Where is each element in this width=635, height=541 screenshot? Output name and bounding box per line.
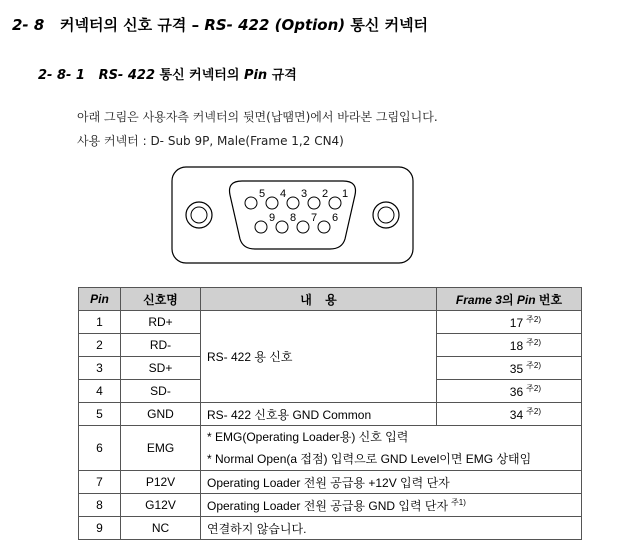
mounting-hole-left-inner [191, 207, 207, 223]
table-row [79, 403, 582, 426]
table-header-row [79, 288, 582, 311]
pin-label-9: 9 [269, 212, 276, 224]
content-cell: 연결하지 않습니다. [201, 517, 582, 540]
section-number: 2- 8 [12, 16, 45, 34]
signal-cell: EMG [121, 426, 201, 471]
signal-cell: P12V [121, 471, 201, 494]
pin-hole [329, 197, 341, 209]
subsection-heading [38, 64, 297, 83]
frame-pin-cell: 17 $^{주2)}$ [437, 311, 582, 334]
content-cell: Operating Loader 전원 공급용 +12V 입력 단자 [201, 471, 582, 494]
subsection-post: 규격 [267, 68, 297, 83]
pin-hole [287, 197, 299, 209]
rs422-signal-cell: RS- 422 용 신호 [201, 311, 437, 403]
header-pin: Pin [79, 288, 121, 311]
pin-hole [276, 221, 288, 233]
content-cell [201, 426, 582, 471]
signal-cell: GND [121, 403, 201, 426]
pin-hole [318, 221, 330, 233]
emg-line-2: * Normal Open(a 접점) 입력으로 GND Level이면 EMG 상태임 [207, 452, 532, 466]
pin-hole [245, 197, 257, 209]
pin-label-6: 6 [332, 212, 339, 224]
pin-cell: 6 [79, 426, 121, 471]
emg-line-1: * EMG(Operating Loader용) 신호 입력 [207, 430, 409, 444]
description-line-1: 아래 그림은 사용자측 커넥터의 뒷면(납땜면)에서 바라본 그림입니다. [77, 110, 438, 124]
pin-label-2: 2 [322, 188, 329, 200]
table-row [79, 471, 582, 494]
subsection-mid: 통신 커넥터의 [155, 68, 244, 83]
pin-hole [266, 197, 278, 209]
pin-hole [297, 221, 309, 233]
pin-label-1: 1 [342, 188, 349, 200]
pin-cell: 5 [79, 403, 121, 426]
pin-cell: 8 [79, 494, 121, 517]
pin-label-3: 3 [301, 188, 308, 200]
table-row [79, 494, 582, 517]
header-signal: 신호명 [121, 288, 201, 311]
subsection-number: 2- 8- 1 [38, 68, 85, 83]
pin-cell: 4 [79, 380, 121, 403]
section-title-post: 통신 커넥터 [345, 16, 429, 34]
signal-cell: G12V [121, 494, 201, 517]
pin-label-5: 5 [259, 188, 266, 200]
content-cell: RS- 422 신호용 GND Common [201, 403, 437, 426]
section-title-pre: 커넥터의 신호 규격 – [60, 16, 205, 34]
table-row [79, 311, 582, 334]
section-heading [12, 14, 428, 35]
frame-pin-cell: 36 $^{주2)}$ [437, 380, 582, 403]
pin-label-4: 4 [280, 188, 287, 200]
section-title-italic: RS- 422 (Option) [204, 16, 346, 34]
mounting-hole-right-inner [378, 207, 394, 223]
header-content: 내 용 [201, 288, 437, 311]
pin-cell: 7 [79, 471, 121, 494]
frame-pin-cell: 35 $^{주2)}$ [437, 357, 582, 380]
signal-cell: SD+ [121, 357, 201, 380]
dsub-connector-diagram [170, 165, 415, 265]
pin-hole [255, 221, 267, 233]
signal-cell: RD- [121, 334, 201, 357]
frame-pin-cell: 18 $^{주2)}$ [437, 334, 582, 357]
pin-hole [308, 197, 320, 209]
table-row [79, 426, 582, 471]
pin-cell: 1 [79, 311, 121, 334]
signal-cell: SD- [121, 380, 201, 403]
signal-cell: NC [121, 517, 201, 540]
mounting-hole-left-outer [186, 202, 212, 228]
header-frame-pin: Frame 3의 Pin 번호 [437, 288, 582, 311]
content-cell: Operating Loader 전원 공급용 GND 입력 단자 $^{주1)}$ [201, 494, 582, 517]
pin-label-7: 7 [311, 212, 318, 224]
pin-cell: 2 [79, 334, 121, 357]
frame-pin-cell: 34 $^{주2)}$ [437, 403, 582, 426]
subsection-italic-1: RS- 422 [98, 68, 155, 83]
pin-label-8: 8 [290, 212, 297, 224]
mounting-hole-right-outer [373, 202, 399, 228]
signal-cell: RD+ [121, 311, 201, 334]
pin-cell: 9 [79, 517, 121, 540]
description-line-2: 사용 커넥터 : D- Sub 9P, Male(Frame 1,2 CN4) [77, 134, 344, 148]
pin-spec-table [78, 287, 582, 540]
table-row [79, 517, 582, 540]
subsection-italic-2: Pin [243, 68, 268, 83]
pin-cell: 3 [79, 357, 121, 380]
